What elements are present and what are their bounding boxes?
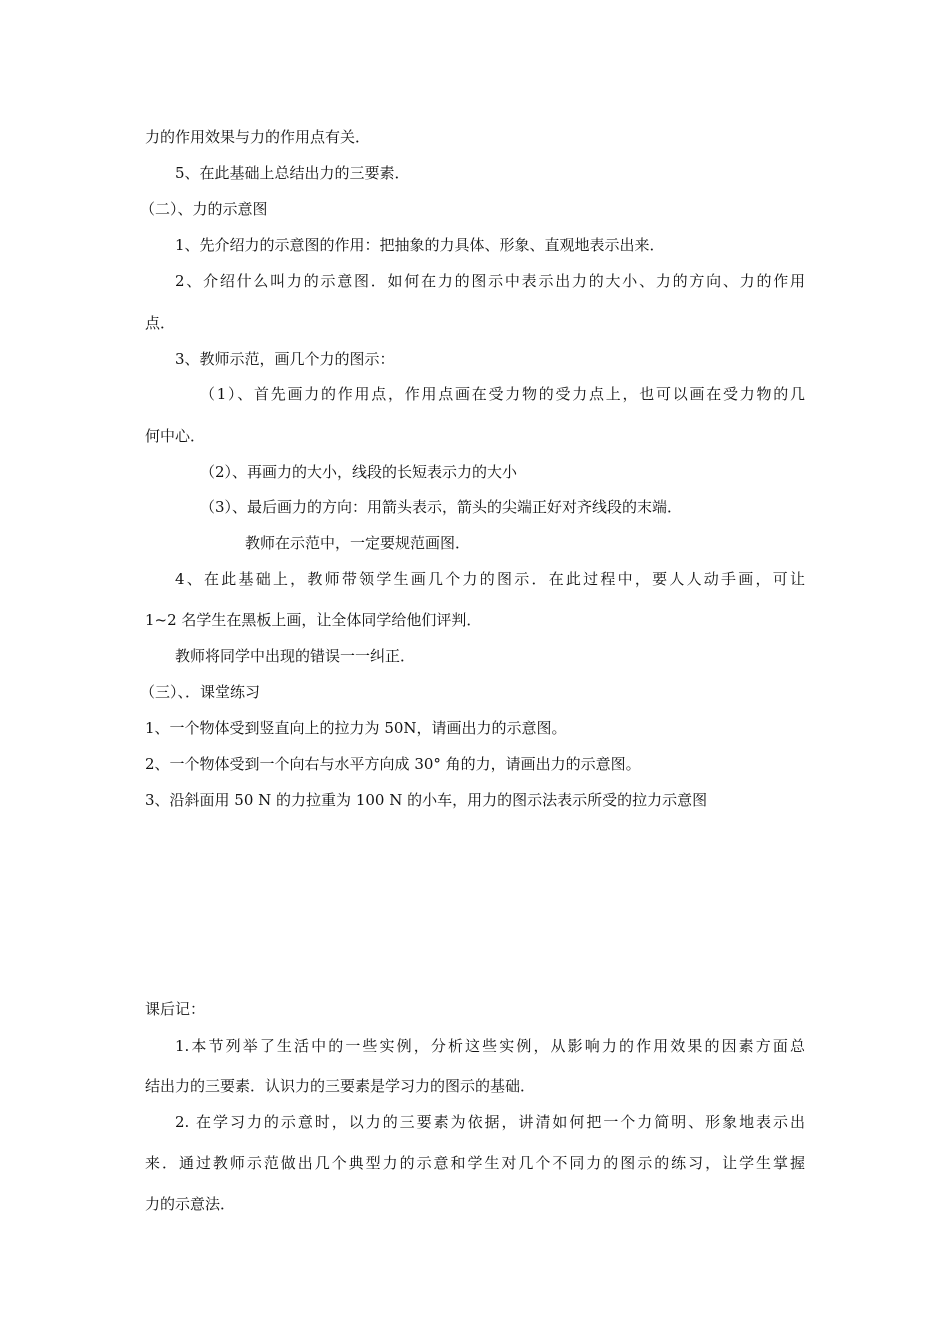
paragraph-line: 何中心． bbox=[145, 427, 206, 445]
afterword-line: 力的示意法． bbox=[145, 1195, 236, 1213]
section-heading: （二）、力的示意图 bbox=[140, 200, 268, 218]
afterword-line: 1.本节列举了生活中的一些实例，分析这些实例，从影响力的作用效果的因素方面总 bbox=[175, 1037, 805, 1055]
exercise-item: 3、沿斜面用 50 N 的力拉重为 100 N 的小车，用力的图示法表示所受的拉力示意图 bbox=[145, 791, 708, 809]
exercise-item: 2、一个物体受到一个向右与水平方向成 30° 角的力，请画出力的示意图。 bbox=[145, 755, 641, 773]
paragraph-line: （3）、最后画力的方向：用箭头表示，箭头的尖端正好对齐线段的末端． bbox=[200, 498, 683, 516]
paragraph-line: （2）、再画力的大小，线段的长短表示力的大小 bbox=[200, 463, 518, 481]
paragraph-line: 5、在此基础上总结出力的三要素． bbox=[175, 164, 410, 182]
section-heading: （三）、．课堂练习 bbox=[140, 683, 261, 701]
paragraph-line: 3、教师示范，画几个力的图示： bbox=[175, 350, 395, 368]
paragraph-line: 2、介绍什么叫力的示意图．如何在力的图示中表示出力的大小、力的方向、力的作用 bbox=[175, 272, 805, 290]
paragraph-line: 1、先介绍力的示意图的作用：把抽象的力具体、形象、直观地表示出来． bbox=[175, 236, 665, 254]
paragraph-line: 1~2 名学生在黑板上画，让全体同学给他们评判． bbox=[145, 611, 482, 629]
paragraph-line: 4、在此基础上，教师带领学生画几个力的图示．在此过程中，要人人动手画，可让 bbox=[175, 570, 805, 588]
afterword-line: 结出力的三要素．认识力的三要素是学习力的图示的基础． bbox=[145, 1077, 536, 1095]
afterword-line: 来．通过教师示范做出几个典型力的示意和学生对几个不同力的图示的练习，让学生掌握 bbox=[145, 1154, 805, 1172]
afterword-title: 课后记： bbox=[145, 1000, 206, 1018]
paragraph-line: 教师将同学中出现的错误一一纠正． bbox=[175, 647, 416, 665]
paragraph-line: （1）、首先画力的作用点，作用点画在受力物的受力点上，也可以画在受力物的几 bbox=[200, 385, 805, 403]
afterword-line: 2. 在学习力的示意时，以力的三要素为依据，讲清如何把一个力简明、形象地表示出 bbox=[175, 1113, 805, 1131]
paragraph-line: 力的作用效果与力的作用点有关． bbox=[145, 128, 371, 146]
paragraph-line: 教师在示范中，一定要规范画图． bbox=[245, 534, 471, 552]
exercise-item: 1、一个物体受到竖直向上的拉力为 50N，请画出力的示意图。 bbox=[145, 719, 567, 737]
paragraph-line: 点． bbox=[145, 314, 176, 332]
